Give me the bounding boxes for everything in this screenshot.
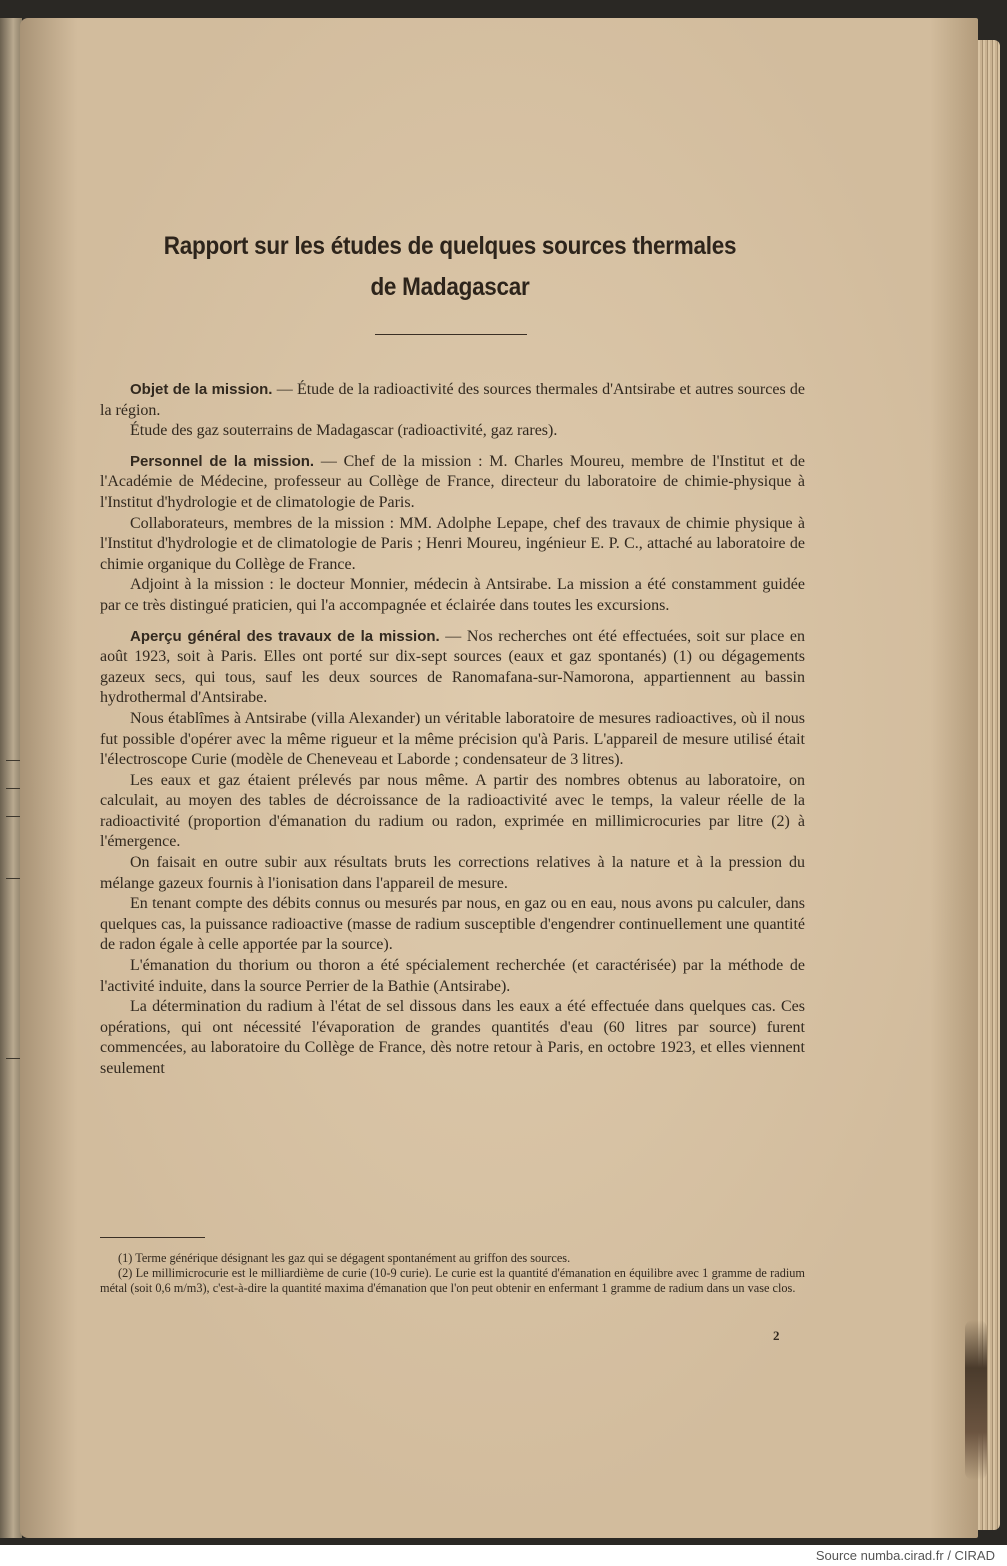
section-heading: Aperçu général des travaux de la mission. — [130, 627, 440, 645]
document-body — [100, 380, 805, 1080]
section-heading: Personnel de la mission. — [130, 452, 315, 470]
paragraph: Les eaux et gaz étaient prélevés par nous même. A partir des nombres obtenus au laboratoire, on calculait, au moyen des tables de décroissance de la radioactivité avec le temps, la valeur réelle de la radioactivité (proportion d'émanation du radium ou radon, exprimée en millimicrocuries par litre (2) à l'émergence. — [100, 771, 805, 851]
paragraph: En tenant compte des débits connus ou mesurés par nous, en gaz ou en eau, nous avons pu calculer, dans quelques cas, la puissance radioactive (masse de radium susceptible d'engendrer continuellement une quantité de radon égale à celle apportée par la source). — [100, 895, 805, 954]
paragraph: Nous établîmes à Antsirabe (villa Alexander) un véritable laboratoire de mesures radioactives, où il nous fut possible d'opérer avec la même rigueur et la même précision qu'à Paris. L'appareil de mesure utilisé était l'électroscope Curie (modèle de Cheneveau et Laborde ; condensateur de 3 litres). — [100, 709, 805, 769]
document-title — [135, 226, 765, 308]
footnote: (2) Le millimicrocurie est le milliardième de curie (10-9 curie). Le curie est la quantité d'émanation en équilibre avec 1 gramme de radium métal (soit 0,6 m/m3), c'est-à-dire la quantité maxima d'émanation que l'on peut obtenir en enfermant 1 gramme de radium dans un vase clos. — [100, 1266, 805, 1295]
section-heading: Objet de la mission. — [130, 381, 273, 398]
previous-page-edge — [0, 18, 22, 1538]
paragraph: Adjoint à la mission : le docteur Monnier, médecin à Antsirabe. La mission a été constamment guidée par ce très distingué praticien, qui l'a accompagnée et éclairée dans toutes les excursions. — [100, 576, 805, 614]
paragraph: L'émanation du thorium ou thoron a été spécialement recherchée (et caractérisée) par la méthode de l'activité induite, dans la source Perrier de la Bathie (Antsirabe). — [100, 957, 805, 995]
paragraph: Collaborateurs, membres de la mission : MM. Adolphe Lepape, chef des travaux de chimie physique à l'Institut d'hydrologie et de climatologie de Paris ; Henri Moureu, ingénieur E. P. C., attaché au laboratoire de chimie organique du Collège de France. — [100, 514, 805, 573]
footnotes — [100, 1251, 805, 1296]
title-line-1: Rapport sur les études de quelques sources thermales — [163, 232, 737, 260]
footnote-divider — [100, 1237, 205, 1238]
paragraph: Aperçu général des travaux de la mission. — Nos recherches ont été effectuées, soit sur place en août 1923, soit à Paris. Elles ont porté sur dix-sept sources (eaux et gaz spontanés) (1) ou dégagements gazeux secs, qui tous, sauf les deux sources de Ranomafana-sur-Namorona, appartiennent au bassin hydrothermal d'Antsirabe. — [100, 627, 805, 707]
title-line-2: de Madagascar — [370, 273, 530, 301]
paragraph: Objet de la mission. — Étude de la radioactivité des sources thermales d'Antsirabe et autres sources de la région. — [100, 381, 806, 419]
paragraph: On faisait en outre subir aux résultats bruts les corrections relatives à la nature et à la pression du mélange gazeux fournis à l'ionisation dans l'appareil de mesure. — [100, 854, 805, 892]
paragraph: Personnel de la mission. — Chef de la mission : M. Charles Moureu, membre de l'Institut et de l'Académie de Médecine, professeur au Collège de France, directeur du laboratoire de chimie-physique à l'Institut d'hydrologie et de climatologie de Paris. — [100, 452, 805, 511]
edge-stain — [965, 1320, 987, 1480]
paragraph: La détermination du radium à l'état de sel dissous dans les eaux a été effectuée dans quelques cas. Ces opérations, qui ont nécessité l'évaporation de grandes quantités d'eau (60 litres par source) furent commencées, au laboratoire du Collège de France, dès notre retour à Paris, en octobre 1923, et elles viennent seulement — [100, 998, 805, 1077]
page-number: 2 — [773, 1328, 780, 1343]
source-credit: Source numba.cirad.fr / CIRAD — [815, 1548, 995, 1563]
title-divider — [375, 334, 527, 335]
footnote: (1) Terme générique désignant les gaz qui se dégagent spontanément au griffon des sources. — [118, 1251, 571, 1265]
paragraph: Étude des gaz souterrains de Madagascar (radioactivité, gaz rares). — [130, 422, 558, 440]
